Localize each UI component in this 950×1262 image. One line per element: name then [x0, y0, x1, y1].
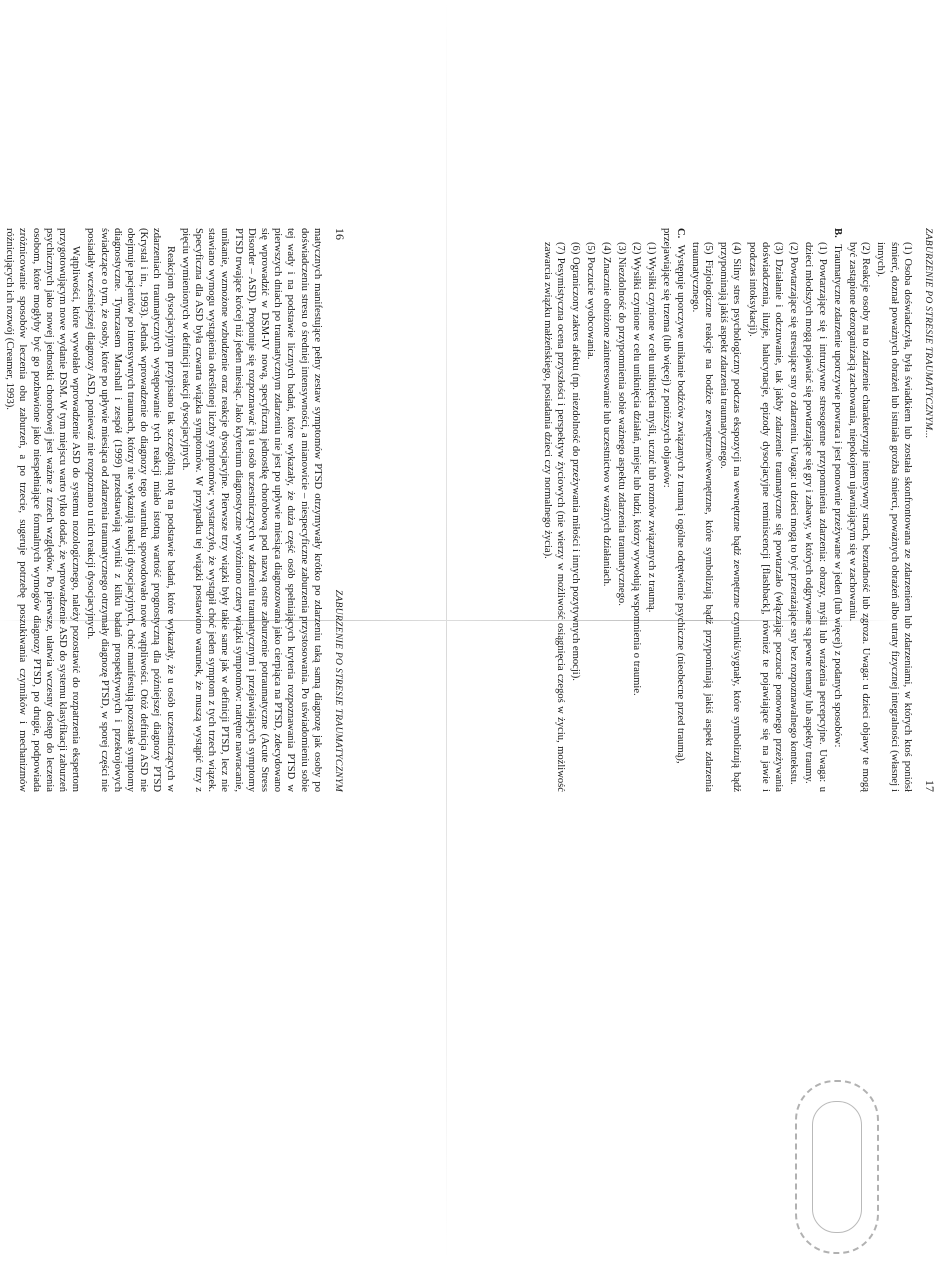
- list-item: (3) Działanie i odczuwanie, tak jakby zdarzenie traumatyczne się powtarzało (włączając poczucie ponownego przeżywania doświadczenia, iluzje, halucynacje, epizody dysocjacyjne reminiscencji [flashback], również te pojawiające się na jawie i podczas intoksykacji).: [746, 242, 784, 792]
- list-item: (5) Fizjologiczne reakcje na bodźce zewnętrzne/wewnętrzne, które symbolizują bądź przypominają jakiś aspekt zdarzenia traumatycznego.: [689, 242, 714, 792]
- list-item: (2) Wysiłki czynione w celu uniknięcia działań, miejsc lub ludzi, którzy wywołują wspomnienia o traumie.: [630, 242, 642, 696]
- paragraph: Wątpliwości, które wywołało wprowadzenie ASD do systemu nozologicznego, należy pozostawić do rozpatrzenia ekspertom przygotowującym nowe wydanie DSM. W tym miejscu warto tylko dodać, że wprowadzenie ASD do systemu klasyfikacji zaburzeń psychicznych jako nowej jednostki chorobowej jest ważne z trzech względów. Po pierwsze, ułatwia wczesny dostęp do leczenia osobom, które mogłyby być go pozbawione jako niespełniające formalnych wymogów diagnozy PTSD, po drugie, podpowiada zróżnicowanie sposobów leczenia obu zaburzeń, a po trzecie, sugeruje potrzebę poszukiwania czynników i mechanizmów różnicujących ich rozwój (Creamer, 1993).: [4, 228, 82, 792]
- list-item: (4) Silny stres psychologiczny podczas ekspozycji na wewnętrzne bądź zewnętrzne czynniki/sygnały, które symbolizują bądź przypominają jakiś aspekt zdarzenia traumatycznego.: [718, 242, 743, 792]
- running-head: ZABURZENIE PO STRESIE TRAUMATYCZNYM...: [923, 228, 934, 439]
- criterion-text: Występuje uporczywe unikanie bodźców związanych z traumą i ogólne odrętwienie psychiczne (nieobecne przed traumą), przejawiające się trzema (lub więcej) z poniższych objawów:: [661, 228, 686, 764]
- criterion-c: [660, 228, 686, 792]
- list-item: (3) Niezdolność do przypomnienia sobie ważnego aspektu zdarzenia traumatycznego.: [615, 242, 627, 606]
- paragraph: matycznych manifestujące pełny zestaw symptomów PTSD otrzymywały krótko po zdarzeniu taką samą diagnozę jak osoby po doświadczeniu stresu o średniej intensywności, a mianowicie – niespecyficzne zaburzenia przystosowania. Po uświadomieniu sobie tej wady i na podstawie licznych badań, które wykazały, że duża część osób spełniających kryteria rozpoznawania PTSD w pierwszych dniach po traumatycznym zdarzeniu nie jest po upływie miesiąca diagnozowana jako cierpiąca na PTSD, zdecydowano się wprowadzić w DSM-IV nową, specyficzną jednostkę chorobową pod nazwą ostre zaburzenie potraumatyczne (Acute Stress Disorder – ASD). Proponuje się rozpoznawać ją u osób uczestniczących w zdarzeniu traumatycznym i przejawiających symptomy PTSD trwające krócej niż jeden miesiąc. Jako kryterium diagnostyczne wyróżniono cztery wiązki symptomów: natrętne nawracanie, unikanie, wzmożone wzbudzenie oraz reakcje dysocjacyjne. Pierwsze trzy wiązki były takie same jak w definicji PTSD, lecz nie stawiano wymogu wystąpienia określonej liczby symptomów; wystarczyło, że wystąpił choć jeden symptom z tych trzech wiązek. Specyficzna dla ASD była czwarta wiązka symptomów. W przypadku tej wiązki postawiono warunek, że muszą wystąpić trzy z pięciu wymienionych w definicji reakcji dysocjacyjnych.: [179, 228, 323, 792]
- running-head: ZABURZENIE PO STRESIE TRAUMATYCZNYM: [333, 589, 344, 792]
- list-item: (2) Reakcje osoby na to zdarzenie charakteryzuje intensywny strach, bezradność lub zgroza. Uwaga: u dzieci objawy te mogą być zastąpione dezorganizacją zachowania, niepokojem ujawniającym się w zachowaniu.: [846, 242, 872, 792]
- criterion-letter: B.: [831, 228, 843, 238]
- list-item: (1) Osoba doświadczyła, była świadkiem lub została skonfrontowana ze zdarzeniem lub zdarzeniami, w których ktoś poniósł śmierć, doznał poważnych obrażeń lub istniała groźba śmierci, poważnych obrażeń albo utraty fizycznej integralności (własnej i innych).: [875, 242, 913, 792]
- criterion-c-items: [541, 228, 659, 792]
- list-item: (6) Ograniczony zakres afektu (np. niezdolność do przeżywania miłości i innych pozytywnych emocji).: [570, 242, 582, 681]
- list-item: (7) Pesymistyczna ocena przyszłości i perspektyw życiowych (nie wierzy w możliwość osiągnięcia czegoś w życiu, możliwość zawarcia związku małżeńskiego, posiadania dzieci czy normalnego życia).: [541, 242, 566, 792]
- page-gutter: [446, 0, 447, 1262]
- list-item: (1) Wysiłki czynione w celu uniknięcia myśli, uczuć lub rozmów związanych z traumą.: [646, 242, 658, 613]
- criterion-b: [831, 228, 844, 792]
- criterion-text: Traumatyczne zdarzenie uporczywie powraca i jest ponownie przeżywane w jeden (lub więcej) z podanych sposobów:: [831, 244, 843, 748]
- criterion-b-items: [689, 228, 829, 792]
- criterion-letter: C.: [674, 228, 686, 239]
- page-number: 16: [333, 228, 347, 240]
- page-number: 17: [923, 780, 937, 792]
- stamp-inner-ring: [812, 1101, 862, 1233]
- list-item: (4) Znacznie obniżone zainteresowanie lub uczestnictwo w ważnych działaniach.: [600, 242, 612, 587]
- library-stamp-icon: [795, 1080, 879, 1254]
- left-page-header: [332, 228, 346, 792]
- paragraph: [0, 228, 1, 792]
- list-item: (2) Powtarzające się stresujące sny o zdarzeniu. Uwaga: u dzieci mogą to być przerażające sny bez rozpoznawalnego kontekstu.: [788, 242, 800, 785]
- paragraph: Reakcjom dysocjacyjnym przypisano tak szczególną rolę na podstawie badań, które wykazały, że u osób uczestniczących w zdarzeniach traumatycznych występowanie tych reakcji miało istotną wartość prognostyczną dla późniejszej diagnozy PTSD (Krystal i in., 1993). Jednak wprowadzenie do diagnozy tego warunku spowodowało nowe wątpliwości. Otóż definicja ASD nie obejmuje pacjentów po intensywnych traumach, którzy nie wykazują reakcji dysocjacyjnych, choć manifestują pozostałe symptomy diagnostyczne. Tymczasem Marshall i zespół (1999) przedstawiają wyniki z kilku badań prospektywnych i przekrojowych świadczące o tym, że osoby, które po upływie miesiąca od zdarzenia traumatycznego otrzymały diagnozę PTSD, w sporej części nie posiadały wcześniejszej diagnozy ASD, ponieważ nie rozpoznano u nich reakcji dysocjacyjnych.: [85, 228, 176, 792]
- list-item: (5) Poczucie wyobcowania.: [585, 242, 597, 360]
- right-page: [530, 210, 950, 810]
- list-item: (1) Powtarzające się i intruzywne stresogenne przypomnienia zdarzenia: obrazy, myśli lub wrażenia percepcyjne. Uwaga: u dzieci młodszych mogą pojawiać się powtarzające się gry i zabawy, w których odgrywane są pewne tematy lub aspekty traumy.: [803, 242, 828, 792]
- left-page: [0, 210, 360, 810]
- right-page-header: [922, 228, 936, 792]
- criterion-a-items: [846, 228, 914, 792]
